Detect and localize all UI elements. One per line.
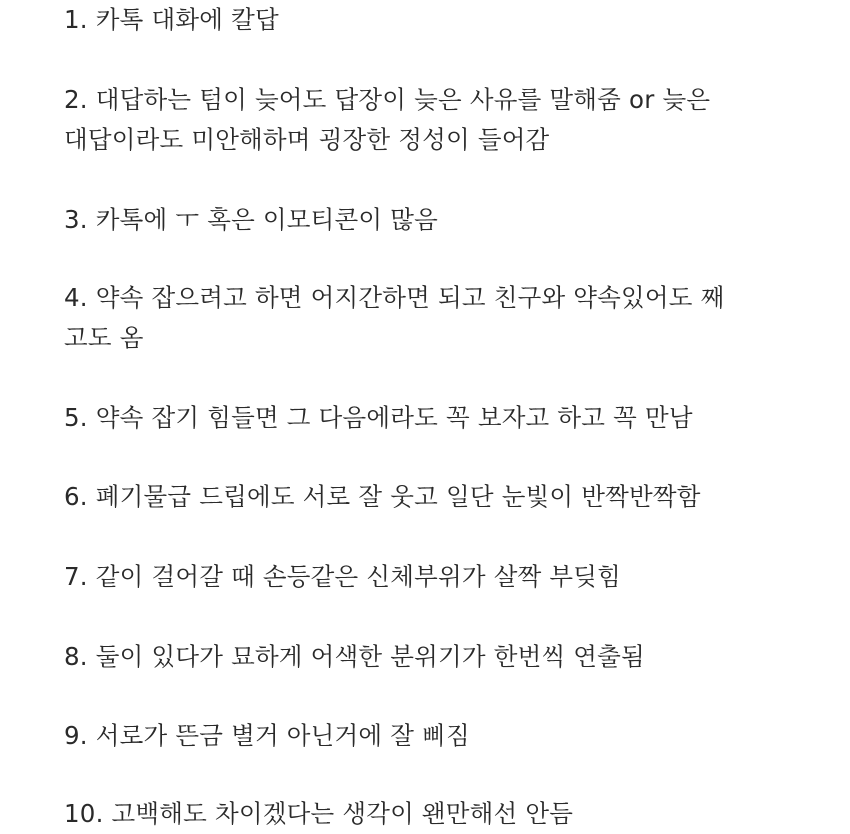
- list-item-text: 대답이라도 미안해하며 굉장한 정성이 들어감: [64, 125, 550, 154]
- list-item-text: 9. 서로가 뜬금 별거 아닌거에 잘 삐짐: [64, 721, 470, 750]
- list-item-text: 고도 옴: [64, 323, 144, 352]
- list-item: [64, 557, 834, 597]
- list-item: [64, 398, 834, 438]
- list-item-text: 10. 고백해도 차이겠다는 생각이 왠만해선 안듬: [64, 799, 574, 828]
- list-item-text: 1. 카톡 대화에 칼답: [64, 5, 279, 34]
- list-item: [64, 477, 834, 517]
- list-item-text: 8. 둘이 있다가 묘하게 어색한 분위기가 한번씩 연출됨: [64, 642, 645, 671]
- list-item-text: 7. 같이 걸어갈 때 손등같은 신체부위가 살짝 부딪힘: [64, 562, 622, 591]
- list-item: [64, 0, 834, 40]
- list-item: [64, 794, 834, 834]
- list-item-text: 6. 폐기물급 드립에도 서로 잘 웃고 일단 눈빛이 반짝반짝함: [64, 482, 701, 511]
- list-item: [64, 200, 834, 240]
- list-item-text: 4. 약속 잡으려고 하면 어지간하면 되고 친구와 약속있어도 째: [64, 283, 725, 312]
- list-item: [64, 716, 834, 756]
- list-item: [64, 80, 834, 160]
- list-item-text: 5. 약속 잡기 힘들면 그 다음에라도 꼭 보자고 하고 꼭 만남: [64, 403, 693, 432]
- list-item: [64, 278, 834, 358]
- list-item: [64, 637, 834, 677]
- list-item-text: 3. 카톡에 ㅜ 혹은 이모티콘이 많음: [64, 205, 438, 234]
- list-item-text: 2. 대답하는 텀이 늦어도 답장이 늦은 사유를 말해줌 or 늦은: [64, 85, 711, 114]
